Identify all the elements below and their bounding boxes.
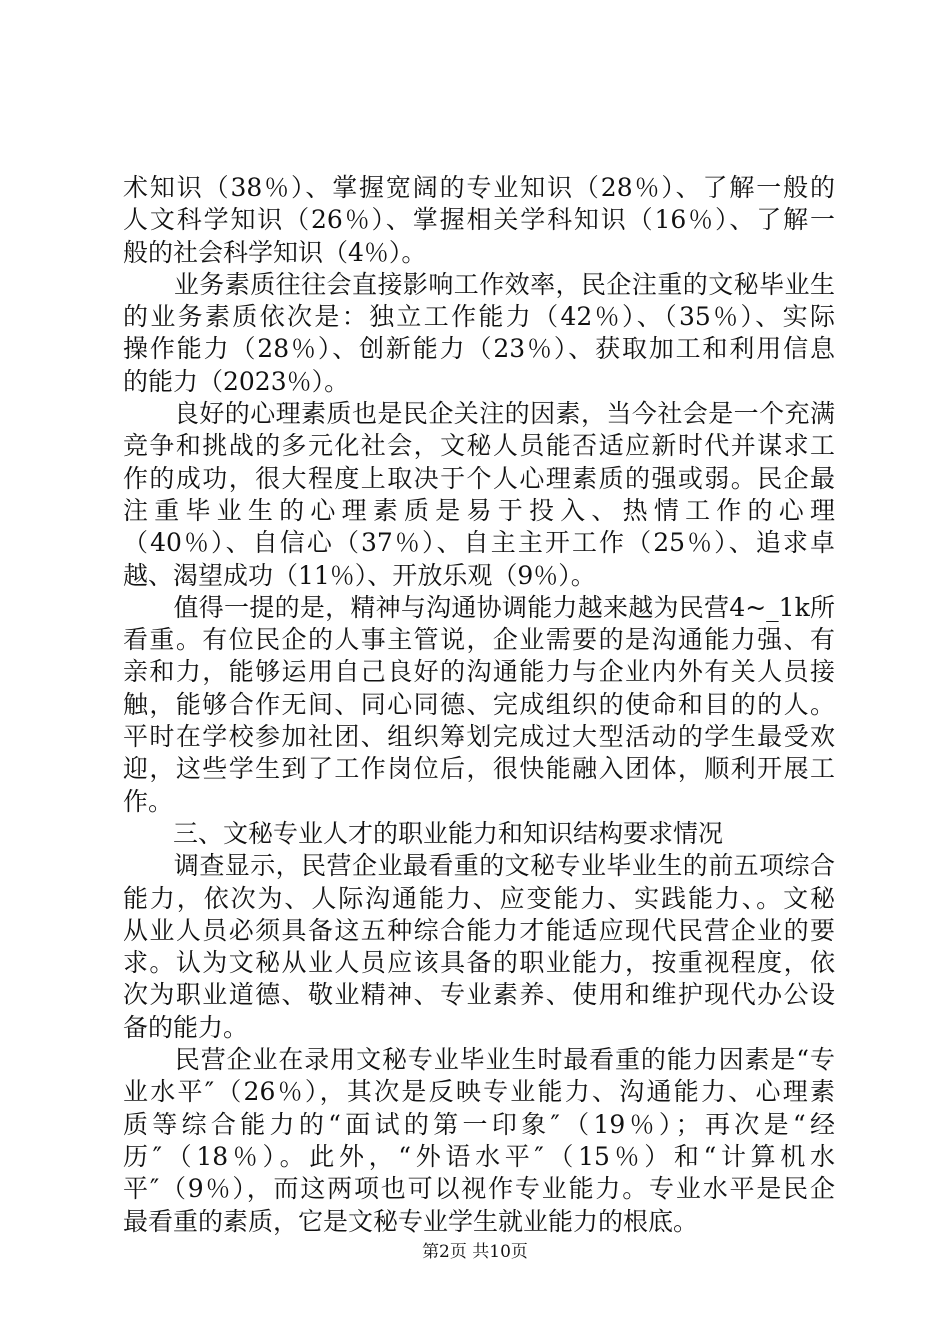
text-line: 平时在学校参加社团、组织筹划完成过大型活动的学生最受欢	[123, 722, 835, 752]
text-line: 最看重的素质，它是文秘专业学生就业能力的根底。	[123, 1206, 699, 1236]
text-line: 良好的心理素质也是民企关注的因素，当今社会是一个充满	[123, 399, 835, 429]
text-line: 越、渴望成功（11％）、开放乐观（9％）。	[123, 560, 596, 590]
text-line: 次为职业道德、敬业精神、专业素养、使用和维护现代办公设	[123, 980, 835, 1010]
text-line: 作的成功，很大程度上取决于个人心理素质的强或弱。民企最	[123, 463, 835, 493]
text-line: 从业人员必须具备这五种综合能力才能适应现代民营企业的要	[123, 915, 835, 945]
text-line: 般的社会科学知识（4％）。	[123, 237, 427, 267]
text-line: 操作能力（28％）、创新能力（23％）、获取加工和利用信息	[123, 334, 835, 364]
text-line: 调查显示，民营企业最看重的文秘专业毕业生的前五项综合	[123, 851, 835, 881]
text-line: 看重。有位民企的人事主管说，企业需要的是沟通能力强、有	[123, 625, 835, 655]
text-line: 历″（18％）。此外，“外语水平″（15％）和“计算机水	[123, 1141, 835, 1171]
text-line: 亲和力，能够运用自己良好的沟通能力与企业内外有关人员接	[123, 657, 835, 687]
text-line: 备的能力。	[123, 1012, 249, 1042]
text-line: 作。	[123, 786, 174, 816]
text-line: 值得一提的是，精神与沟通协调能力越来越为民营4~_1k所	[123, 592, 835, 622]
text-line: 求。认为文秘从业人员应该具备的职业能力，按重视程度，依	[123, 948, 835, 978]
text-line: （40％）、自信心（37％）、自主主开工作（25％）、追求卓	[123, 528, 835, 558]
text-line: 平″（9％），而这两项也可以视作专业能力。专业水平是民企	[123, 1174, 835, 1204]
text-line: 能力，依次为、人际沟通能力、应变能力、实践能力、。文秘	[123, 883, 835, 913]
text-line: 质等综合能力的“面试的第一印象″（19％）；再次是“经	[123, 1109, 835, 1139]
text-line: 术知识（38％）、掌握宽阔的专业知识（28％）、了解一般的	[123, 173, 835, 202]
body-text	[123, 172, 835, 1238]
text-line: 竞争和挑战的多元化社会，文秘人员能否适应新时代并谋求工	[123, 431, 835, 461]
text-line: 业水平″（26％），其次是反映专业能力、沟通能力、心理素	[123, 1077, 835, 1107]
text-line: 注重毕业生的心理素质是易于投入、热情工作的心理	[123, 495, 835, 525]
text-line: 人文科学知识（26％）、掌握相关学科知识（16％）、了解一	[123, 205, 835, 235]
text-line: 迎，这些学生到了工作岗位后，很快能融入团体，顺利开展工	[123, 754, 835, 784]
page-number: 第2页 共10页	[422, 1242, 528, 1262]
section-heading: 三、文秘专业人才的职业能力和知识结构要求情况	[123, 818, 724, 848]
text-line: 的业务素质依次是：独立工作能力（42％）、（35％）、实际	[123, 302, 835, 332]
text-line: 业务素质往往会直接影响工作效率，民企注重的文秘毕业生	[123, 269, 835, 299]
text-line: 民营企业在录用文秘专业毕业生时最看重的能力因素是“专	[123, 1045, 835, 1075]
text-line: 的能力（2023％）。	[123, 366, 350, 396]
text-line: 触，能够合作无间、同心同德、完成组织的使命和目的的人。	[123, 689, 835, 719]
page-footer	[0, 1240, 950, 1264]
